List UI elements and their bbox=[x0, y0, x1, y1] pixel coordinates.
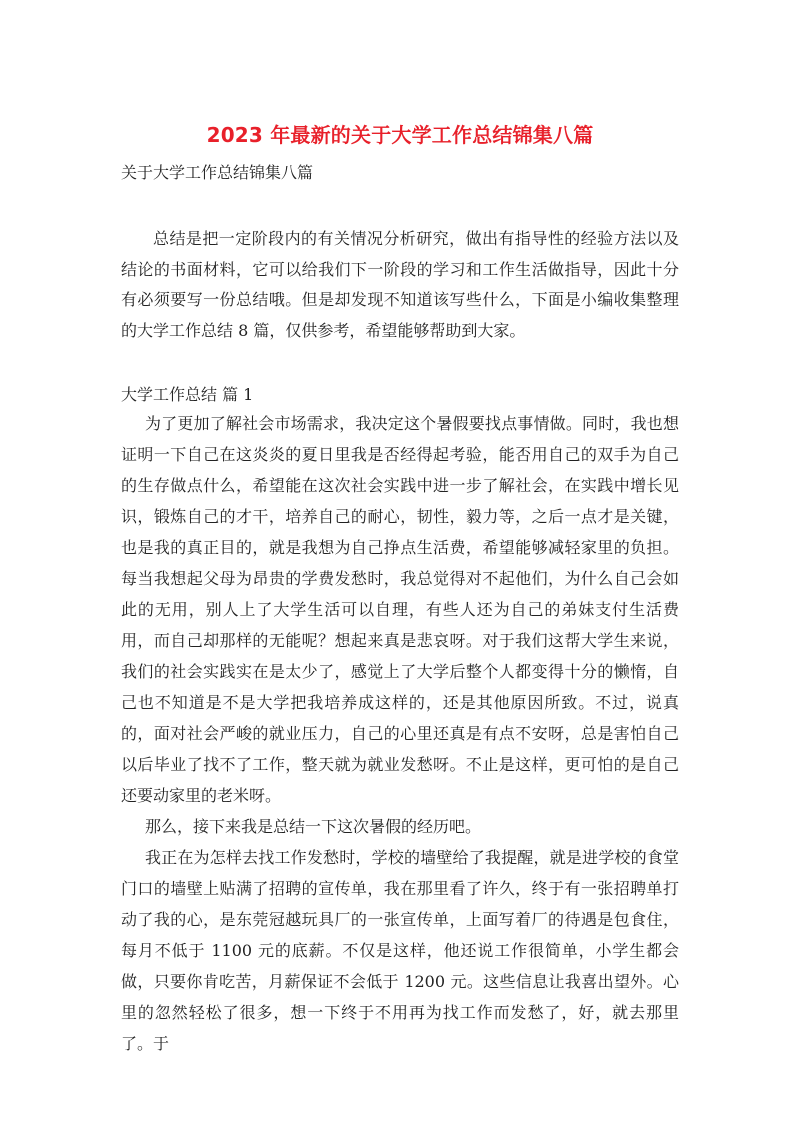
body-paragraph: 为了更加了解社会市场需求，我决定这个暑假要找点事情做。同时，我也想证明一下自己在这炎炎的夏日里我是否经得起考验，能否用自己的双手为自己的生存做点什么，希望能在这次社会实践中进一步了解社会，在实践中增长见识，锻炼自己的才干，培养自己的耐心，韧性，毅力等，之后一点才是关键，也是我的真正目的，就是我想为自己挣点生活费，希望能够减轻家里的负担。每当我想起父母为昂贵的学费发愁时，我总觉得对不起他们，为什么自己会如此的无用，别人上了大学生活可以自理，有些人还为自己的弟妹支付生活费用，而自己却那样的无能呢？想起来真是悲哀呀。对于我们这帮大学生来说，我们的社会实践实在是太少了，感觉上了大学后整个人都变得十分的懒惰，自己也不知道是不是大学把我培养成这样的，还是其他原因所致。不过，说真的，面对社会严峻的就业压力，自己的心里还真是有点不安呀，总是害怕自己以后毕业了找不了工作，整天就为就业发愁呀。不止是这样，更可怕的是自己还要动家里的老米呀。 bbox=[121, 414, 679, 805]
body-paragraph: 那么，接下来我是总结一下这次暑假的经历吧。 bbox=[145, 817, 482, 836]
intro-paragraph: 总结是把一定阶段内的有关情况分析研究，做出有指导性的经验方法以及结论的书面材料，它可以给我们下一阶段的学习和工作生活做指导，因此十分有必须要写一份总结哦。但是却发现不知道该写些什么，下面是小编收集整理的大学工作总结 8 篇，仅供参考，希望能够帮助到大家。 bbox=[121, 229, 679, 340]
section-heading: 大学工作总结 篇 1 bbox=[121, 385, 254, 404]
section-body bbox=[121, 408, 679, 1059]
document-title: 2023 年最新的关于大学工作总结锦集八篇 bbox=[206, 123, 594, 147]
document-subtitle: 关于大学工作总结锦集八篇 bbox=[121, 163, 314, 182]
body-paragraph: 我正在为怎样去找工作发愁时，学校的墙壁给了我提醒，就是进学校的食堂门口的墙壁上贴满了招聘的宣传单，我在那里看了许久，终于有一张招聘单打动了我的心，是东莞冠越玩具厂的一张宣传单，上面写着厂的待遇是包食住，每月不低于 1100 元的底薪。不仅是这样，他还说工作很简单，小学生都会做，只要你肯吃苦，月薪保证不会低于 1200 元。这些信息让我喜出望外。心里的忽然轻松了很多，想一下终于不用再为找工作而发愁了，好，就去那里了。于 bbox=[121, 848, 679, 1053]
